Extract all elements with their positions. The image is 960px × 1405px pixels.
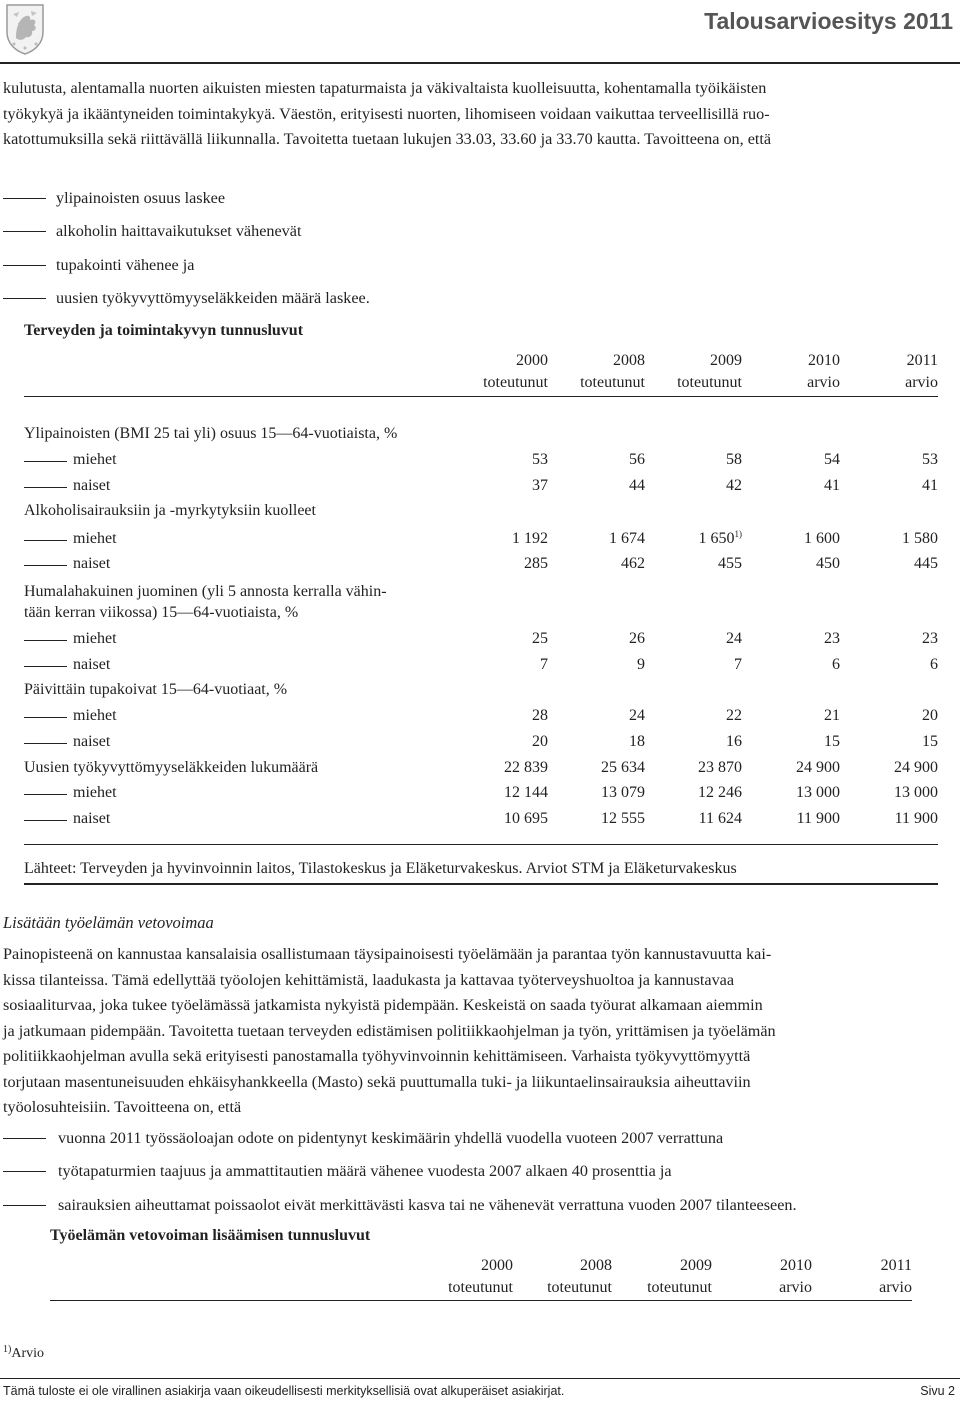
column-year: 2011 xyxy=(906,352,938,369)
table-cell xyxy=(524,555,548,573)
row-label: Päivittäin tupakoivat 15—64-vuotiaat, % xyxy=(24,681,288,698)
section2-line: kissa tilanteissa. Tämä edellyttää työolojen kehittämistä, laadukasta ja kattavaa työterveyshuoltoa ja kannustavaa xyxy=(3,970,735,989)
table-cell xyxy=(824,707,840,725)
table-cell xyxy=(726,733,742,751)
table-cell xyxy=(512,530,548,548)
column-header xyxy=(807,350,840,394)
cell-value: 53 xyxy=(922,451,938,468)
row-label: Alkoholisairauksiin ja -myrkytyksiin kuolleet xyxy=(24,502,316,519)
cell-value: 26 xyxy=(629,630,645,647)
cell-value: 21 xyxy=(824,707,840,724)
cell-value: 12 246 xyxy=(698,784,742,801)
table-cell xyxy=(726,630,742,648)
cell-value: 37 xyxy=(532,477,548,494)
table1-title: Terveyden ja toimintakyvyn tunnusluvut xyxy=(24,322,304,339)
column-header xyxy=(547,1255,612,1299)
table-cell xyxy=(914,555,938,573)
table2-title: Työelämän vetovoiman lisäämisen tunnusluvut xyxy=(50,1227,371,1244)
column-header xyxy=(905,350,938,394)
column-kind: toteutunut xyxy=(547,1279,612,1296)
row-label: naiset xyxy=(73,555,111,572)
table-row xyxy=(24,656,938,680)
cell-value: 13 000 xyxy=(894,784,938,801)
table-cell xyxy=(504,759,548,777)
cell-value: 6 xyxy=(930,656,938,673)
cell-value: 23 870 xyxy=(698,759,742,776)
cell-value: 1 600 xyxy=(804,530,840,547)
table-cell xyxy=(902,530,938,548)
column-year: 2010 xyxy=(808,352,840,369)
intro-line: kulutusta, alentamalla nuorten aikuisten miesten tapaturmaista ja väkivaltaista kuolleisuutta, kohentamalla työikäisten xyxy=(3,79,767,97)
table-cell xyxy=(726,477,742,495)
table-row xyxy=(24,451,938,475)
footer-disclaimer: Tämä tuloste ei ole virallinen asiakirja vaan oikeudellisesti merkityksellisiä ovat alkuperäiset asiakirjat. xyxy=(3,1384,565,1398)
table-cell xyxy=(698,759,742,777)
table-cell xyxy=(601,759,645,777)
table-cell xyxy=(824,477,840,495)
table-cell xyxy=(718,555,742,573)
table2-header-rule xyxy=(50,1300,912,1301)
table-cell xyxy=(699,810,742,828)
cell-value: 13 079 xyxy=(601,784,645,801)
cell-value: 12 144 xyxy=(504,784,548,801)
cell-value: 24 900 xyxy=(796,759,840,776)
header-rule xyxy=(0,62,960,64)
table-row xyxy=(24,784,938,808)
footnote-text: Arvio xyxy=(11,1346,45,1361)
table-cell xyxy=(601,810,645,828)
cell-value: 58 xyxy=(726,451,742,468)
cell-value: 18 xyxy=(629,733,645,750)
column-header xyxy=(879,1255,912,1299)
row-label: miehet xyxy=(73,451,117,468)
table-cell xyxy=(824,630,840,648)
table-cell xyxy=(734,656,742,674)
table-cell xyxy=(895,810,938,828)
column-year: 2009 xyxy=(710,352,742,369)
section2-line: työolosuhteisiin. Tavoitteena on, että xyxy=(3,1098,242,1116)
cell-value: 28 xyxy=(532,707,548,724)
cell-value: 25 xyxy=(532,630,548,647)
table-cell xyxy=(922,477,938,495)
column-kind: arvio xyxy=(905,374,938,391)
table-cell xyxy=(832,656,840,674)
table1-header-rule xyxy=(24,396,938,397)
cell-value: 445 xyxy=(914,555,938,572)
row-dash xyxy=(24,666,67,667)
table-cell xyxy=(629,451,645,469)
column-kind: arvio xyxy=(807,374,840,391)
cell-value: 11 624 xyxy=(698,810,742,827)
section2-line: politiikkaohjelman avulla sekä erityisesti panostamalla työhyvinvoinnin kehittämiseen. Varhaista työkyvyttömyyttä xyxy=(3,1047,751,1065)
table-row xyxy=(24,477,938,501)
column-year: 2000 xyxy=(516,352,548,369)
cell-value: 41 xyxy=(824,477,840,494)
table-cell xyxy=(629,733,645,751)
table1-bottom-rule xyxy=(24,844,938,845)
cell-value: 22 xyxy=(726,707,742,724)
cell-value: 13 000 xyxy=(796,784,840,801)
cell-value: 12 555 xyxy=(601,810,645,827)
column-year: 2011 xyxy=(880,1257,912,1274)
cell-value: 462 xyxy=(621,555,645,572)
column-year: 2009 xyxy=(680,1257,712,1274)
column-header xyxy=(448,1255,513,1299)
table-cell xyxy=(629,477,645,495)
table-cell xyxy=(816,555,840,573)
table-cell xyxy=(629,707,645,725)
table-cell xyxy=(824,733,840,751)
row-label: naiset xyxy=(73,477,111,494)
row-label: miehet xyxy=(73,784,117,801)
table-cell xyxy=(824,451,840,469)
table-cell xyxy=(637,656,645,674)
row-label: miehet xyxy=(73,530,117,547)
cell-value: 6 xyxy=(832,656,840,673)
cell-value: 44 xyxy=(629,477,645,494)
table-cell xyxy=(726,451,742,469)
table-cell xyxy=(922,630,938,648)
row-dash xyxy=(24,717,67,718)
cell-value: 455 xyxy=(718,555,742,572)
row-dash xyxy=(24,743,67,744)
row-label: miehet xyxy=(73,707,117,724)
table-cell xyxy=(698,784,742,802)
row-dash xyxy=(24,640,67,641)
table-cell xyxy=(894,784,938,802)
cell-value: 53 xyxy=(532,451,548,468)
table-row xyxy=(24,604,938,628)
cell-value: 23 xyxy=(824,630,840,647)
row-label: miehet xyxy=(73,630,117,647)
column-header xyxy=(647,1255,712,1299)
cell-value: 54 xyxy=(824,451,840,468)
column-header xyxy=(580,350,645,394)
cell-value: 56 xyxy=(629,451,645,468)
table-cell xyxy=(726,707,742,725)
intro-paragraph xyxy=(3,76,958,153)
table-row xyxy=(24,630,938,654)
table1-source: Lähteet: Terveyden ja hyvinvoinnin laitos, Tilastokeskus ja Eläketurvakeskus. Arviot STM ja Eläketurvakeskus xyxy=(24,860,737,877)
row-dash xyxy=(24,820,67,821)
table-cell xyxy=(621,555,645,573)
column-kind: toteutunut xyxy=(483,374,548,391)
table-cell xyxy=(699,530,743,548)
cell-value: 15 xyxy=(922,733,938,750)
column-kind: toteutunut xyxy=(647,1279,712,1296)
table-cell xyxy=(601,784,645,802)
cell-value: 9 xyxy=(637,656,645,673)
cell-value: 450 xyxy=(816,555,840,572)
cell-value: 22 839 xyxy=(504,759,548,776)
row-dash xyxy=(24,461,67,462)
cell-value: 15 xyxy=(824,733,840,750)
table-cell xyxy=(532,707,548,725)
table-cell xyxy=(930,656,938,674)
table-cell xyxy=(922,451,938,469)
intro-line: katottumuksilla sekä riittävällä liikunnalla. Tavoitetta tuetaan lukujen 33.03, 33.60 ja 33.70 kautta. Tavoitteena on, että xyxy=(3,130,772,148)
column-year: 2008 xyxy=(580,1257,612,1274)
table-cell xyxy=(532,451,548,469)
column-kind: arvio xyxy=(879,1279,912,1296)
cell-value: 1 674 xyxy=(609,530,645,547)
cell-value: 11 900 xyxy=(894,810,938,827)
column-header xyxy=(779,1255,812,1299)
row-dash xyxy=(24,794,67,795)
section2-line: Painopisteenä on kannustaa kansalaisia osallistumaan täysipainoisesti työelämään ja parantaa työn kannustavuutta kai- xyxy=(3,945,772,963)
cell-value: 20 xyxy=(532,733,548,750)
column-year: 2008 xyxy=(613,352,645,369)
table-cell xyxy=(796,759,840,777)
column-header xyxy=(483,350,548,394)
section2-paragraph xyxy=(3,942,958,1121)
table-row xyxy=(24,707,938,731)
table-cell xyxy=(797,810,840,828)
table-cell xyxy=(504,784,548,802)
column-header xyxy=(677,350,742,394)
table-row xyxy=(24,681,938,705)
cell-value: 23 xyxy=(922,630,938,647)
footer-rule xyxy=(0,1378,960,1379)
column-kind: toteutunut xyxy=(677,374,742,391)
footnote xyxy=(3,1346,44,1362)
section2-line: sosiaaliturvaa, joka tukee työelämässä jatkamista nykyistä pidempään. Keskeistä on saada työurat alkamaan aiemmin xyxy=(3,996,763,1014)
row-label: tään kerran viikossa) 15—64-vuotiaista, % xyxy=(24,604,299,621)
cell-value: 24 xyxy=(629,707,645,724)
table-cell xyxy=(540,656,548,674)
row-label: naiset xyxy=(73,656,111,673)
cell-value: 7 xyxy=(540,656,548,673)
table-cell xyxy=(894,759,938,777)
document-title: Talousarvioesitys 2011 xyxy=(704,8,953,34)
row-dash xyxy=(24,540,67,541)
table-row xyxy=(24,759,938,783)
table-row xyxy=(24,530,938,554)
table-cell xyxy=(922,707,938,725)
cell-value: 1 580 xyxy=(902,530,938,547)
section2-line: ja jatkumaan pidempään. Tavoitetta tuetaan terveyden edistämisen politiikkaohjelman ja työn, yrittämisen ja työelämän xyxy=(3,1021,776,1040)
row-label: Ylipainoisten (BMI 25 tai yli) osuus 15—64-vuotiaista, % xyxy=(24,425,398,442)
table-row xyxy=(24,810,938,834)
cell-value: 1 650 xyxy=(698,530,735,547)
row-label: Humalahakuinen juominen (yli 5 annosta kerralla vähin- xyxy=(24,583,387,600)
row-dash xyxy=(24,565,67,566)
cell-value: 7 xyxy=(734,656,742,673)
table-row xyxy=(24,733,938,757)
table-row xyxy=(24,502,938,526)
row-dash xyxy=(24,487,67,488)
table-row xyxy=(24,425,938,449)
cell-value: 1 192 xyxy=(512,530,548,547)
table-cell xyxy=(629,630,645,648)
section2-line: torjutaan masentuneisuuden ehkäisyhankkeella (Masto) sekä puuttumalla tuki- ja liikuntaelinsairauksia aiheuttaviin xyxy=(3,1072,751,1091)
row-label: naiset xyxy=(73,810,111,827)
column-year: 2010 xyxy=(780,1257,812,1274)
table-cell xyxy=(532,477,548,495)
cell-value: 25 634 xyxy=(601,759,645,776)
table-row xyxy=(24,555,938,579)
cell-value: 10 695 xyxy=(504,810,548,827)
cell-value: 11 900 xyxy=(796,810,840,827)
cell-value: 41 xyxy=(922,477,938,494)
cell-value: 16 xyxy=(726,733,742,750)
cell-value: 42 xyxy=(726,477,742,494)
table1-source-rule xyxy=(24,883,938,885)
cell-value: 20 xyxy=(922,707,938,724)
table-cell xyxy=(922,733,938,751)
table-cell xyxy=(796,784,840,802)
column-kind: toteutunut xyxy=(580,374,645,391)
table-cell xyxy=(609,530,645,548)
cell-value: 24 xyxy=(726,630,742,647)
column-kind: toteutunut xyxy=(448,1279,513,1296)
table-cell xyxy=(504,810,548,828)
row-label: Uusien työkyvyttömyyseläkkeiden lukumäärä xyxy=(24,759,319,776)
footnote-ref: 1) xyxy=(734,529,742,539)
cell-value: 24 900 xyxy=(894,759,938,776)
table-cell xyxy=(804,530,840,548)
table-cell xyxy=(532,630,548,648)
column-year: 2000 xyxy=(481,1257,513,1274)
footnote-mark: 1) xyxy=(3,1344,12,1355)
table-cell xyxy=(532,733,548,751)
page-number: Sivu 2 xyxy=(920,1384,955,1398)
section-heading: Lisätään työelämän vetovoimaa xyxy=(3,913,214,932)
row-label: naiset xyxy=(73,733,111,750)
column-kind: arvio xyxy=(779,1279,812,1296)
cell-value: 285 xyxy=(524,555,548,572)
coat-of-arms-logo xyxy=(4,2,46,56)
intro-line: työkykyä ja ikääntyneiden toimintakykyä. Väestön, erityisesti nuorten, lihomiseen voidaan vaikuttaa terveellisillä ruo- xyxy=(3,104,770,123)
